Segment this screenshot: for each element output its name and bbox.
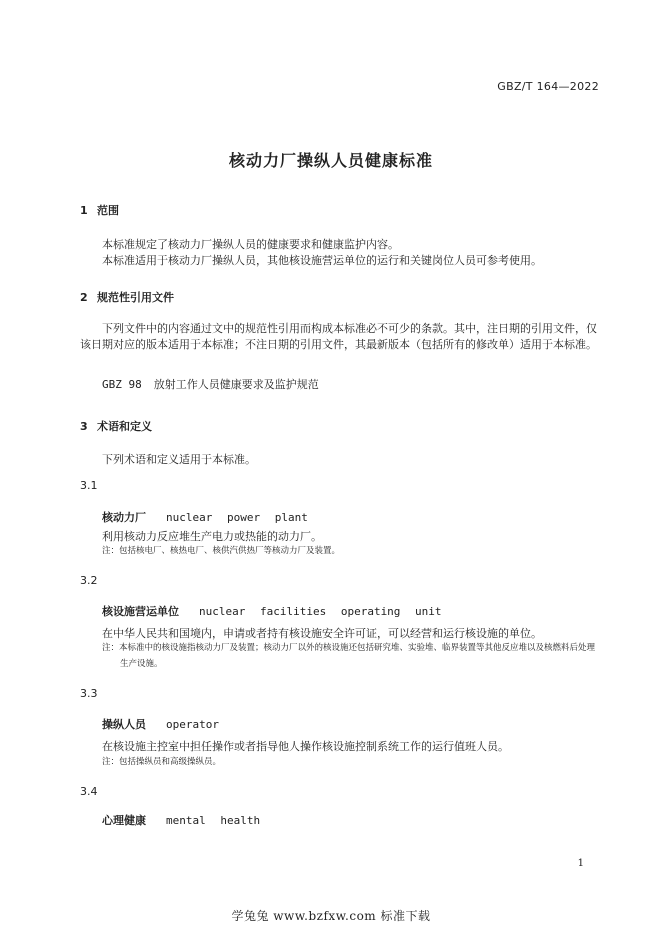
term-entry [102,716,219,732]
term-entry [102,509,308,525]
term-note: 注：包括操纵员和高级操纵员。 [102,757,222,767]
term-english: mental health [166,814,261,827]
scope-paragraph-1: 本标准规定了核动力厂操纵人员的健康要求和健康监护内容。 [102,238,399,251]
term-chinese: 操纵人员 [102,718,146,731]
section-number: 3 [80,420,88,433]
clause-number: 3.1 [80,479,98,492]
term-entry [102,603,442,619]
section-heading-scope [80,202,119,218]
term-note: 注：包括核电厂、核热电厂、核供汽供热厂等核动力厂及装置。 [102,546,341,556]
normative-references-paragraph: 下列文件中的内容通过文中的规范性引用而构成本标准必不可少的条款。其中，注日期的引用文件，仅该日期对应的版本适用于本标准；不注日期的引用文件，其最新版本（包括所有的修改单）适用于本标准。 [80,322,597,351]
term-entry [102,812,260,828]
section-title: 规范性引用文件 [97,291,174,304]
terms-intro-paragraph: 下列术语和定义适用于本标准。 [102,453,256,466]
document-title: 核动力厂操纵人员健康标准 [228,151,433,170]
section-number: 1 [80,204,88,217]
reference-entry [102,376,319,392]
reference-title: 放射工作人员健康要求及监护规范 [153,378,319,391]
section-title: 术语和定义 [97,420,152,433]
section-number: 2 [80,291,88,304]
section-title: 范围 [97,204,119,217]
term-chinese: 心理健康 [102,814,146,827]
section-heading-terms [80,418,152,434]
term-english: nuclear facilities operating unit [199,605,442,618]
term-definition: 利用核动力反应堆生产电力或热能的动力厂。 [102,530,322,543]
clause-number: 3.3 [80,687,98,700]
reference-code: GBZ 98 [102,378,142,391]
section-heading-normative-references [80,289,174,305]
term-english: operator [166,718,219,731]
page-number: 1 [577,858,584,869]
clause-number: 3.4 [80,785,98,798]
term-definition: 在核设施主控室中担任操作或者指导他人操作核设施控制系统工作的运行值班人员。 [102,740,509,753]
standard-number: GBZ/T 164—2022 [497,80,599,93]
footer-download-note: 学兔兔 www.bzfxw.com 标准下载 [231,909,431,923]
term-english: nuclear power plant [166,511,308,524]
scope-paragraph-2: 本标准适用于核动力厂操纵人员，其他核设施营运单位的运行和关键岗位人员可参考使用。 [102,254,542,267]
term-chinese: 核动力厂 [102,511,146,524]
term-chinese: 核设施营运单位 [102,605,179,618]
clause-number: 3.2 [80,574,98,587]
term-definition: 在中华人民共和国境内，申请或者持有核设施安全许可证，可以经营和运行核设施的单位。 [102,627,542,640]
term-note: 注：本标准中的核设施指核动力厂及装置；核动力厂以外的核设施还包括研究堆、实验堆、临界装置等其他反应堆以及核燃料后处理生产设施。 [102,643,596,669]
